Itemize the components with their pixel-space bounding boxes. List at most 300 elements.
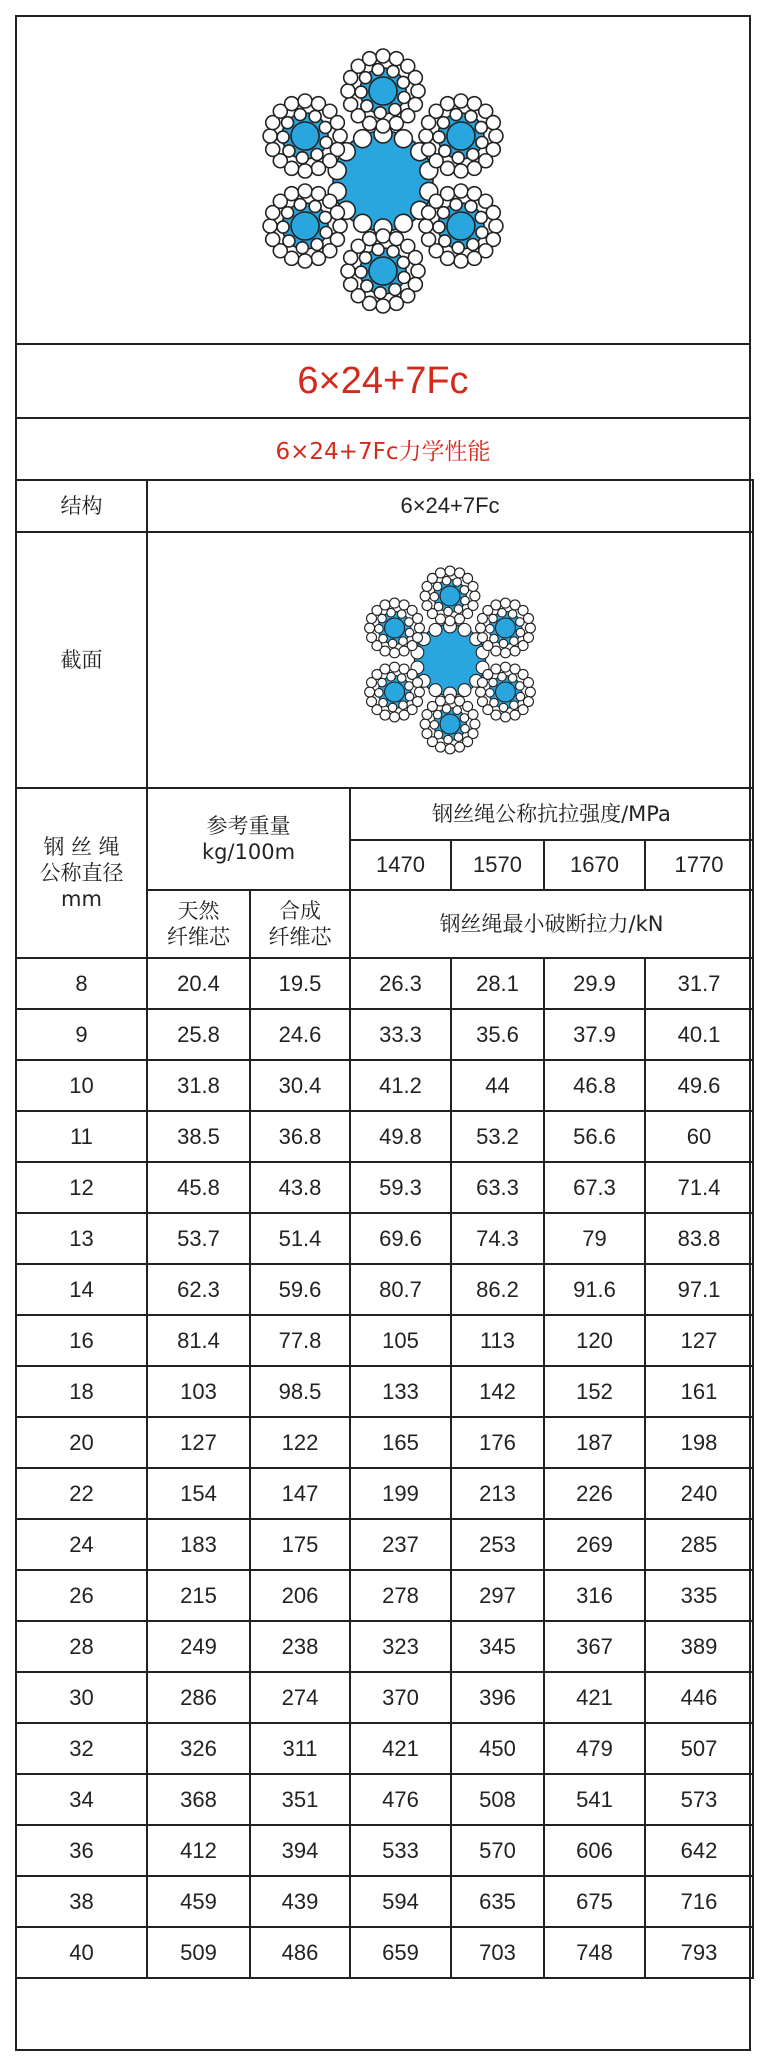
diameter-cell: 26 xyxy=(16,1570,147,1621)
table-row xyxy=(16,1519,753,1570)
inner-wire xyxy=(516,628,525,637)
outer-wire xyxy=(467,251,481,265)
inner-wire xyxy=(437,207,449,219)
table-cell: 659 xyxy=(350,1927,451,1978)
table-row xyxy=(16,1876,753,1927)
table-cell: 53.2 xyxy=(451,1111,544,1162)
table-cell: 46.8 xyxy=(544,1060,645,1111)
table-cell: 31.8 xyxy=(147,1060,250,1111)
outer-wire xyxy=(476,687,486,697)
outer-wire xyxy=(441,187,455,201)
outer-wire xyxy=(390,712,400,722)
inner-wire xyxy=(444,607,453,616)
outer-wire xyxy=(285,187,299,201)
table-cell: 213 xyxy=(451,1468,544,1519)
table-cell: 86.2 xyxy=(451,1264,544,1315)
natural-core-line: 天然 xyxy=(177,898,220,923)
table-cell: 199 xyxy=(350,1468,451,1519)
outer-wire xyxy=(454,94,468,108)
inner-wire xyxy=(453,578,462,587)
diameter-cell: 18 xyxy=(16,1366,147,1417)
outer-wire xyxy=(454,164,468,178)
table-cell: 31.7 xyxy=(645,958,753,1009)
table-cell: 152 xyxy=(544,1366,645,1417)
table-cell: 62.3 xyxy=(147,1264,250,1315)
diameter-header-line: 公称直径 xyxy=(39,860,124,885)
outer-wire xyxy=(467,161,481,175)
table-cell: 97.1 xyxy=(645,1264,753,1315)
outer-wire xyxy=(263,219,277,233)
table-cell: 253 xyxy=(451,1519,544,1570)
table-cell: 79 xyxy=(544,1213,645,1264)
inner-wire xyxy=(319,211,331,223)
table-cell: 103 xyxy=(147,1366,250,1417)
inner-wire xyxy=(374,287,386,299)
table-cell: 19.5 xyxy=(250,958,350,1009)
inner-wire xyxy=(489,678,498,687)
diameter-cell: 9 xyxy=(16,1009,147,1060)
outer-wire xyxy=(376,49,390,63)
table-cell: 98.5 xyxy=(250,1366,350,1417)
outer-wire xyxy=(510,710,520,720)
table-cell: 269 xyxy=(544,1519,645,1570)
inner-wire xyxy=(516,682,525,691)
outer-wire xyxy=(470,591,480,601)
outer-wire xyxy=(341,264,355,278)
outer-wire xyxy=(523,678,533,688)
table-cell: 91.6 xyxy=(544,1264,645,1315)
outer-wire xyxy=(476,623,486,633)
table-cell: 105 xyxy=(350,1315,451,1366)
inner-wire xyxy=(486,624,495,633)
outer-wire xyxy=(298,184,312,198)
outer-wire xyxy=(413,678,423,688)
table-row xyxy=(16,1825,753,1876)
table-cell: 326 xyxy=(147,1723,250,1774)
inner-wire xyxy=(476,137,488,149)
table-cell: 83.8 xyxy=(645,1213,753,1264)
outer-wire xyxy=(435,568,445,578)
table-cell: 53.7 xyxy=(147,1213,250,1264)
section-row xyxy=(16,532,753,788)
inner-wire xyxy=(359,72,371,84)
inner-wire xyxy=(439,145,451,157)
outer-wire xyxy=(380,600,390,610)
inner-wire xyxy=(433,131,445,143)
inner-wire xyxy=(433,221,445,233)
strand-centre xyxy=(385,682,405,702)
inner-wire xyxy=(294,199,306,211)
structure-row xyxy=(16,480,753,532)
inner-wire xyxy=(398,92,410,104)
diameter-cell: 28 xyxy=(16,1621,147,1672)
inner-wire xyxy=(389,103,401,115)
table-cell: 176 xyxy=(451,1417,544,1468)
table-cell: 594 xyxy=(350,1876,451,1927)
table-cell: 368 xyxy=(147,1774,250,1825)
synthetic-core-header xyxy=(250,890,350,958)
outer-wire xyxy=(263,129,277,143)
inner-wire xyxy=(465,110,477,122)
table-cell: 285 xyxy=(645,1519,753,1570)
table-cell: 450 xyxy=(451,1723,544,1774)
strand-centre xyxy=(369,257,397,285)
table-cell: 274 xyxy=(250,1672,350,1723)
table-row xyxy=(16,1111,753,1162)
table-cell: 278 xyxy=(350,1570,451,1621)
inner-wire xyxy=(499,703,508,712)
table-cell: 238 xyxy=(250,1621,350,1672)
section-label: 截面 xyxy=(16,532,147,788)
table-cell: 29.9 xyxy=(544,958,645,1009)
table-cell: 175 xyxy=(250,1519,350,1570)
table-cell: 127 xyxy=(147,1417,250,1468)
table-cell: 367 xyxy=(544,1621,645,1672)
table-cell: 56.6 xyxy=(544,1111,645,1162)
inner-wire xyxy=(320,227,332,239)
table-cell: 120 xyxy=(544,1315,645,1366)
inner-wire xyxy=(516,692,525,701)
table-body xyxy=(16,958,753,1978)
outer-wire xyxy=(414,687,424,697)
table-cell: 642 xyxy=(645,1825,753,1876)
diameter-cell: 36 xyxy=(16,1825,147,1876)
table-cell: 165 xyxy=(350,1417,451,1468)
table-row xyxy=(16,1570,753,1621)
table-cell: 127 xyxy=(645,1315,753,1366)
table-cell: 74.3 xyxy=(451,1213,544,1264)
table-cell: 35.6 xyxy=(451,1009,544,1060)
strength-header: 钢丝绳公称抗拉强度/MPa xyxy=(350,788,753,840)
table-cell: 297 xyxy=(451,1570,544,1621)
table-cell: 59.6 xyxy=(250,1264,350,1315)
inner-wire xyxy=(516,618,525,627)
inner-wire xyxy=(397,76,409,88)
inner-wire xyxy=(375,689,384,698)
inner-wire xyxy=(499,639,508,648)
core-wire xyxy=(458,684,471,697)
inner-wire xyxy=(461,596,470,605)
outer-wire xyxy=(390,598,400,608)
outer-wire xyxy=(500,712,510,722)
outer-wire xyxy=(376,119,390,133)
table-cell: 394 xyxy=(250,1825,350,1876)
outer-wire xyxy=(470,719,480,729)
mechanical-properties-table xyxy=(15,479,754,1979)
inner-wire xyxy=(460,586,469,595)
outer-wire xyxy=(523,613,533,623)
outer-wire xyxy=(455,742,465,752)
inner-wire xyxy=(397,610,406,619)
strand-centre xyxy=(440,586,460,606)
table-cell: 412 xyxy=(147,1825,250,1876)
outer-wire xyxy=(454,184,468,198)
outer-wire xyxy=(298,94,312,108)
inner-wire xyxy=(311,238,323,250)
table-row xyxy=(16,1315,753,1366)
outer-wire xyxy=(408,71,422,85)
breaking-force-header: 钢丝绳最小破断拉力/kN xyxy=(350,890,753,958)
table-row xyxy=(16,1060,753,1111)
table-cell: 69.6 xyxy=(350,1213,451,1264)
table-row xyxy=(16,1417,753,1468)
inner-wire xyxy=(309,110,321,122)
strand-centre xyxy=(495,682,515,702)
table-row xyxy=(16,1213,753,1264)
table-cell: 351 xyxy=(250,1774,350,1825)
outer-wire xyxy=(367,697,377,707)
synthetic-core-line: 合成 xyxy=(279,898,321,923)
diameter-cell: 32 xyxy=(16,1723,147,1774)
core-wire xyxy=(429,623,442,636)
inner-wire xyxy=(320,137,332,149)
table-cell: 51.4 xyxy=(250,1213,350,1264)
inner-wire xyxy=(387,245,399,257)
outer-wire xyxy=(477,697,487,707)
inner-wire xyxy=(444,735,453,744)
table-cell: 60 xyxy=(645,1111,753,1162)
page-title: 6×24+7Fc xyxy=(17,345,749,419)
outer-wire xyxy=(500,662,510,672)
inner-wire xyxy=(486,689,495,698)
table-cell: 80.7 xyxy=(350,1264,451,1315)
inner-wire xyxy=(452,242,464,254)
outer-wire xyxy=(477,633,487,643)
table-cell: 36.8 xyxy=(250,1111,350,1162)
inner-wire xyxy=(498,608,507,617)
diameter-cell: 20 xyxy=(16,1417,147,1468)
natural-core-header xyxy=(147,890,250,958)
diameter-cell: 22 xyxy=(16,1468,147,1519)
diameter-cell: 8 xyxy=(16,958,147,1009)
table-cell: 507 xyxy=(645,1723,753,1774)
outer-wire xyxy=(389,116,403,130)
diameter-cell: 24 xyxy=(16,1519,147,1570)
grade-1770: 1770 xyxy=(645,840,753,890)
table-cell: 793 xyxy=(645,1927,753,1978)
outer-wire xyxy=(468,710,478,720)
outer-wire xyxy=(365,623,375,633)
table-cell: 215 xyxy=(147,1570,250,1621)
table-cell: 286 xyxy=(147,1672,250,1723)
inner-wire xyxy=(319,121,331,133)
table-cell: 77.8 xyxy=(250,1315,350,1366)
outer-wire xyxy=(445,566,455,576)
inner-wire xyxy=(454,733,463,742)
natural-core-line: 纤维芯 xyxy=(167,925,230,949)
table-cell: 206 xyxy=(250,1570,350,1621)
diameter-cell: 12 xyxy=(16,1162,147,1213)
table-row xyxy=(16,958,753,1009)
inner-wire xyxy=(433,710,442,719)
table-cell: 33.3 xyxy=(350,1009,451,1060)
inner-wire xyxy=(442,705,451,714)
grade-1670: 1670 xyxy=(544,840,645,890)
diameter-header-unit: mm xyxy=(61,887,102,912)
strand-centre xyxy=(495,618,515,638)
inner-wire xyxy=(399,637,408,646)
outer-wire xyxy=(491,664,501,674)
inner-wire xyxy=(378,614,387,623)
outer-wire xyxy=(455,614,465,624)
table-cell: 49.6 xyxy=(645,1060,753,1111)
inner-wire xyxy=(433,582,442,591)
inner-wire xyxy=(467,238,479,250)
outer-wire xyxy=(422,232,436,246)
rope-illustration-panel xyxy=(17,17,749,345)
table-cell: 533 xyxy=(350,1825,451,1876)
inner-wire xyxy=(361,100,373,112)
table-cell: 183 xyxy=(147,1519,250,1570)
synthetic-core-line: 纤维芯 xyxy=(268,925,332,949)
inner-wire xyxy=(465,200,477,212)
table-cell: 509 xyxy=(147,1927,250,1978)
table-cell: 67.3 xyxy=(544,1162,645,1213)
table-cell: 675 xyxy=(544,1876,645,1927)
inner-wire xyxy=(387,608,396,617)
inner-wire xyxy=(508,674,517,683)
outer-wire xyxy=(489,129,503,143)
table-cell: 446 xyxy=(645,1672,753,1723)
core-wire xyxy=(429,684,442,697)
table-row xyxy=(16,1774,753,1825)
table-cell: 122 xyxy=(250,1417,350,1468)
outer-wire xyxy=(311,161,325,175)
inner-wire xyxy=(311,148,323,160)
table-row xyxy=(16,1672,753,1723)
inner-wire xyxy=(510,701,519,710)
inner-wire xyxy=(405,618,414,627)
table-cell: 240 xyxy=(645,1468,753,1519)
inner-wire xyxy=(375,624,384,633)
weight-header-unit: kg/100m xyxy=(201,840,296,864)
inner-wire xyxy=(476,227,488,239)
outer-wire xyxy=(389,296,403,310)
inner-wire xyxy=(355,86,367,98)
inner-wire xyxy=(461,724,470,733)
outer-wire xyxy=(344,277,358,291)
table-cell: 421 xyxy=(544,1672,645,1723)
table-cell: 198 xyxy=(645,1417,753,1468)
table-row xyxy=(16,1723,753,1774)
table-cell: 541 xyxy=(544,1774,645,1825)
table-cell: 323 xyxy=(350,1621,451,1672)
weight-header-line: 参考重量 xyxy=(206,813,291,838)
inner-wire xyxy=(489,614,498,623)
strand-centre xyxy=(291,122,319,150)
inner-wire xyxy=(430,592,439,601)
inner-wire xyxy=(374,107,386,119)
inner-wire xyxy=(460,714,469,723)
outer-wire xyxy=(376,299,390,313)
table-cell: 45.8 xyxy=(147,1162,250,1213)
table-cell: 26.3 xyxy=(350,958,451,1009)
inner-wire xyxy=(405,692,414,701)
outer-wire xyxy=(445,694,455,704)
strand-centre xyxy=(385,618,405,638)
structure-label: 结构 xyxy=(16,480,147,532)
outer-wire xyxy=(468,581,478,591)
table-cell: 24.6 xyxy=(250,1009,350,1060)
outer-wire xyxy=(363,232,377,246)
table-cell: 396 xyxy=(451,1672,544,1723)
inner-wire xyxy=(439,235,451,247)
strand-centre xyxy=(369,77,397,105)
outer-wire xyxy=(510,646,520,656)
inner-wire xyxy=(437,117,449,129)
outer-wire xyxy=(435,696,445,706)
table-cell: 71.4 xyxy=(645,1162,753,1213)
inner-wire xyxy=(379,634,388,643)
outer-wire xyxy=(500,598,510,608)
table-cell: 459 xyxy=(147,1876,250,1927)
inner-wire xyxy=(389,283,401,295)
diameter-cell: 11 xyxy=(16,1111,147,1162)
header-row-1 xyxy=(16,788,753,840)
inner-wire xyxy=(296,152,308,164)
outer-wire xyxy=(266,142,280,156)
outer-wire xyxy=(419,129,433,143)
table-cell: 147 xyxy=(250,1468,350,1519)
outer-wire xyxy=(454,254,468,268)
outer-wire xyxy=(365,687,375,697)
strand-centre xyxy=(447,122,475,150)
inner-wire xyxy=(508,610,517,619)
inner-wire xyxy=(399,701,408,710)
inner-wire xyxy=(282,117,294,129)
table-row xyxy=(16,1162,753,1213)
table-row xyxy=(16,1621,753,1672)
core-wire xyxy=(354,130,372,148)
diameter-cell: 30 xyxy=(16,1672,147,1723)
outer-wire xyxy=(441,97,455,111)
inner-wire xyxy=(434,730,443,739)
inner-wire xyxy=(355,266,367,278)
outer-wire xyxy=(390,662,400,672)
table-cell: 142 xyxy=(451,1366,544,1417)
inner-wire xyxy=(475,211,487,223)
outer-wire xyxy=(330,206,344,220)
table-cell: 63.3 xyxy=(451,1162,544,1213)
outer-wire xyxy=(399,646,409,656)
inner-wire xyxy=(490,698,499,707)
outer-wire xyxy=(376,229,390,243)
table-cell: 81.4 xyxy=(147,1315,250,1366)
inner-wire xyxy=(294,109,306,121)
inner-wire xyxy=(296,242,308,254)
table-cell: 37.9 xyxy=(544,1009,645,1060)
table-row xyxy=(16,1468,753,1519)
table-cell: 226 xyxy=(544,1468,645,1519)
table-cell: 38.5 xyxy=(147,1111,250,1162)
section-image-cell xyxy=(147,532,753,788)
outer-wire xyxy=(333,129,347,143)
inner-wire xyxy=(490,634,499,643)
table-cell: 113 xyxy=(451,1315,544,1366)
strand-centre xyxy=(291,212,319,240)
outer-wire xyxy=(344,97,358,111)
table-cell: 476 xyxy=(350,1774,451,1825)
table-cell: 439 xyxy=(250,1876,350,1927)
diameter-cell: 38 xyxy=(16,1876,147,1927)
outer-wire xyxy=(422,142,436,156)
inner-wire xyxy=(282,207,294,219)
table-cell: 335 xyxy=(645,1570,753,1621)
table-cell: 573 xyxy=(645,1774,753,1825)
outer-wire xyxy=(411,84,425,98)
inner-wire xyxy=(388,703,397,712)
inner-wire xyxy=(510,637,519,646)
